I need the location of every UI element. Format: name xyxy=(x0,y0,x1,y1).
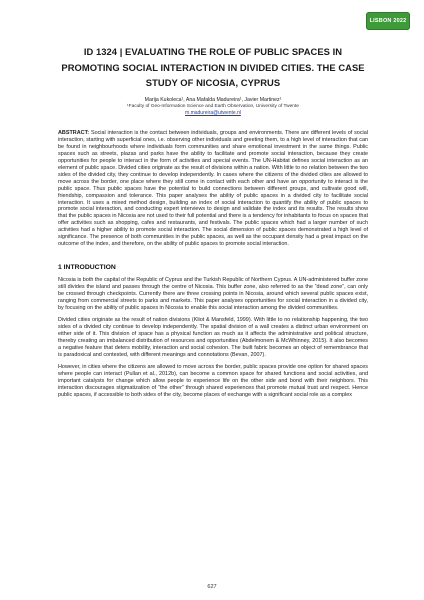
conference-logo xyxy=(365,7,411,35)
section-heading: 1 INTRODUCTION xyxy=(58,264,116,272)
logo-badge: LISBON 2022 xyxy=(366,12,410,30)
paragraph-3: However, in cities where the citizens are allowed to move across the border, public spaces provide one option for shared spaces where people can interact (Pullan et al., 2012b), can become a common space for shared functions and social activities, and important catalysts for change which allow people to experience life on the other side and bond with their neighbors. This interaction discourages stigmatization of “the other” through shared experiences that promote mutual trust and respect. Hence public spaces, if accessible to both sides of the city, become places of exchange with a significant social role as a complex xyxy=(58,363,368,398)
abstract xyxy=(58,130,368,248)
paragraph-2: Divided cities originate as the result of nation divisions (Kliot & Mansfeld, 1999). With little to no relationship happening, the two sides of a divided city continue to develop independently. The spatial division of a wall creates a distinct urban environment on either side of it. This division of space has a physical function as much as it affects the administrative and political structure, thereby creating an imbalanced distribution of resources and opportunities (Abdelmonem & McWhinney, 2015). It also becomes a negative feature that deters mobility, interaction and social cohesion. The built fabric becomes an object of remembrance that is paradoxical and contested, with different meanings and connotations (Bevan, 2007). xyxy=(58,316,368,358)
abstract-text: Social interaction is the contact between individuals, groups and environments. There are different levels of social interaction, starting with superficial ones, i.e. observing other individuals and greeting them, to a high level of interaction that can be found in neighbourhoods where individuals form communities and share emotional investment in the same things. Public spaces such as streets, plazas and parks have the ability to facilitate and promote social interaction, because they create opportunities for people to interact in the form of activities and special events. The UN-Habitat defines social interaction as an element of public space. Divided cities originate as the result of divisions within a nation. With little to no relation between the two sides of the divided city, they continue to develop independently. In cases where the citizens of the divided cities are allowed to move across the border, one place where they still come in contact with each other and have an opportunity to interact is the public space. Thus public spaces have the potential to build connections between different groups, and cultivate good will, friendship, compassion and tolerance. This paper analyses the ability of public spaces in a divided city to facilitate social interaction. It uses a mixed method design, building an index of social interaction to quantify the ability of public spaces to promote social interaction, and conducting expert interviews to design and validate the index and its results. The results show that the public spaces in Nicosia are not used to their full potential and there is a tendency for inhabitants to focus on spaces that offer activities such as shopping, cafes and restaurants, and festivals. The public spaces which had a larger number of such activities had a higher ability to promote social interaction. The social dimension of public spaces demonstrated a high level of significance. The presence of both communities in the public spaces, as well as the occupant density had a great impact on the outcome of the index, and therefore, on the ability of public spaces to promote social interaction. xyxy=(58,130,368,248)
abstract-label: ABSTRACT: xyxy=(58,130,90,136)
paragraph-1: Nicosia is both the capital of the Republic of Cyprus and the Turkish Republic of Northern Cyprus. A UN-administered buffer zone still divides the island and passes through the centre of Nicosia. This buffer zone, also referred to as the “dead zone”, can only be crossed through checkpoints. Currently there are three crossing points in Nicosia, around which several public spaces exist, ranging from commercial streets to parks and markets. This paper analyses opportunities for social interaction in a divided city, by focusing on the ability of public spaces in Nicosia to enable this social interaction among the divided communities. xyxy=(58,277,368,312)
paper-title: ID 1324 | EVALUATING THE ROLE OF PUBLIC SPACES IN PROMOTING SOCIAL INTERACTION IN DIVIDED CITIES. THE CASE STUDY OF NICOSIA, CYPRUS xyxy=(61,46,365,88)
affiliation: ¹Faculty of Geo-Information Science and Earth Observation, University of Twente xyxy=(127,103,299,109)
contact-email-link[interactable]: m.madureira@utwente.nl xyxy=(185,110,241,116)
author-list: Marija Kukoleca¹, Ana Mafalda Madureira¹, Javier Martinez¹ xyxy=(144,96,282,103)
page-number: 627 xyxy=(207,584,217,590)
